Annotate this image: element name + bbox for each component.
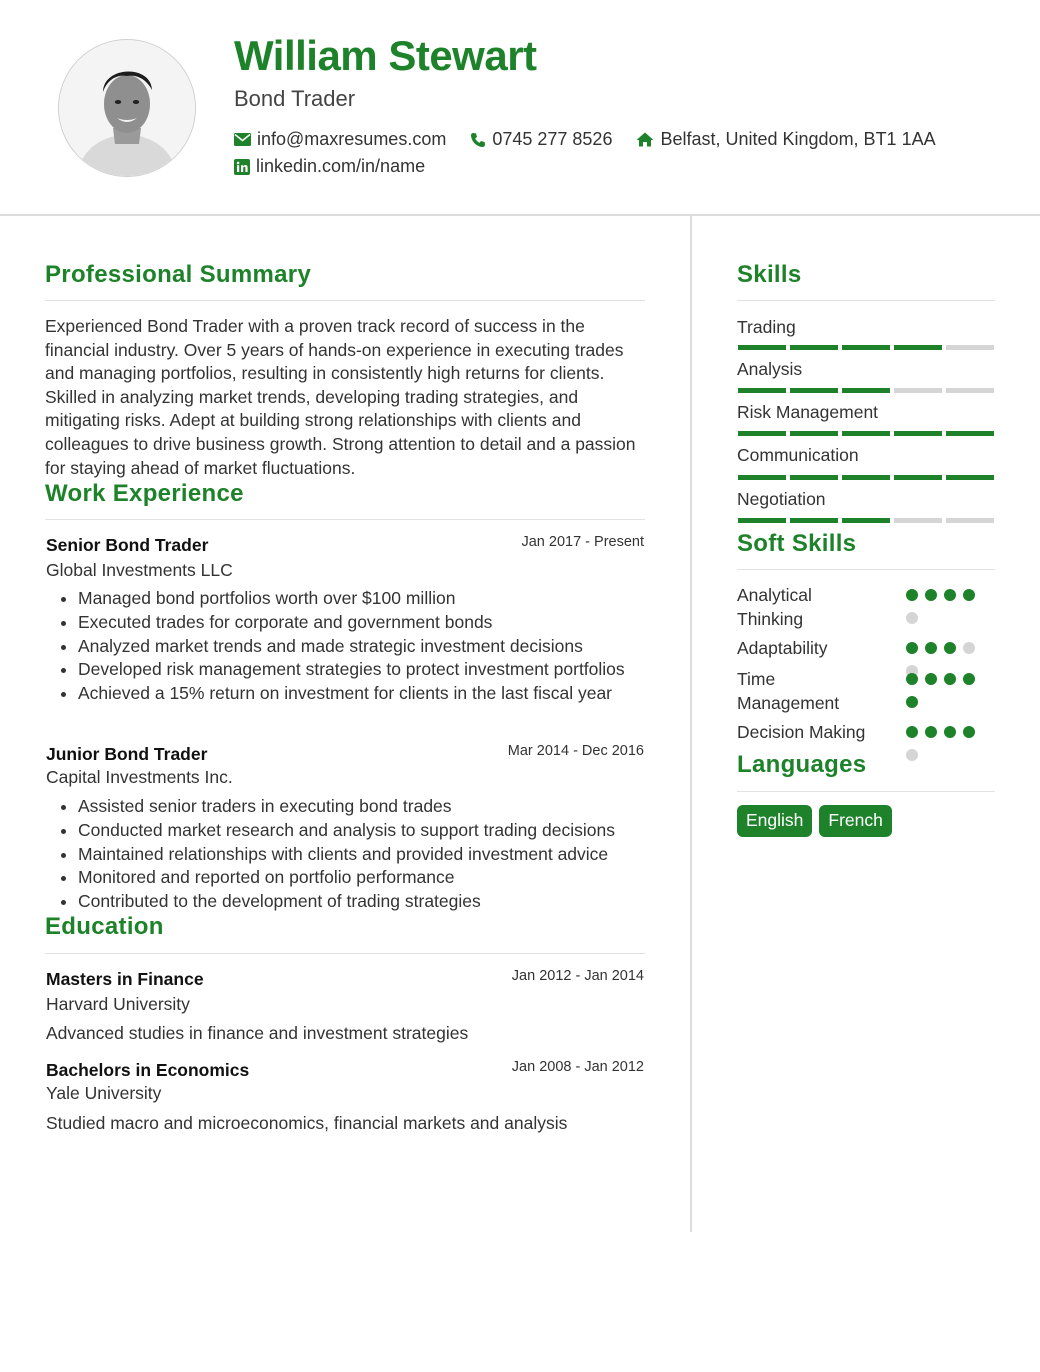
contact-address	[636, 129, 935, 150]
job-bullet: • Executed trades for corporate and government bonds	[78, 611, 668, 635]
education-rule	[45, 953, 645, 954]
job-bullet: • Conducted market research and analysis to support trading decisions	[78, 819, 668, 843]
skill-segment-filled	[842, 518, 890, 523]
language-tag: English	[737, 805, 812, 837]
rating-dot-filled	[906, 673, 918, 685]
soft-skill-dots	[904, 673, 984, 719]
job-bullet: • Assisted senior traders in executing bond trades	[78, 795, 668, 819]
rating-dot-filled	[925, 589, 937, 601]
avatar-illustration	[59, 40, 195, 176]
rating-dot-filled	[963, 726, 975, 738]
rating-dot-filled	[944, 642, 956, 654]
degree-dates: Jan 2008 - Jan 2012	[511, 1059, 644, 1075]
soft-skills-rule	[737, 569, 995, 570]
skill-segment-filled	[842, 475, 890, 480]
skill-segment-filled	[790, 345, 838, 350]
rating-dot-filled	[944, 726, 956, 738]
job-dates: Mar 2014 - Dec 2016	[507, 743, 644, 759]
rating-dot-empty	[906, 612, 918, 624]
skill-segment-filled	[738, 388, 786, 393]
rating-dot-filled	[925, 673, 937, 685]
candidate-name: William Stewart	[234, 32, 537, 79]
skills-heading: Skills	[737, 261, 802, 288]
language-tags	[737, 805, 899, 837]
job-bullet: • Developed risk management strategies to protect investment portfolios	[78, 658, 668, 682]
contact-phone[interactable]	[470, 129, 612, 150]
job-bullet: • Managed bond portfolios worth over $100 million	[78, 587, 668, 611]
profile-photo	[58, 39, 196, 177]
skill-segment-filled	[842, 388, 890, 393]
skill-segment-filled	[738, 345, 786, 350]
skill-level-bar	[738, 388, 998, 393]
summary-rule	[45, 300, 645, 301]
skill-segment-filled	[894, 431, 942, 436]
rating-dot-filled	[963, 589, 975, 601]
contact-row-secondary	[234, 156, 449, 177]
skill-segment-filled	[738, 518, 786, 523]
school-name: Harvard University	[46, 994, 190, 1014]
job-bullet: • Analyzed market trends and made strategic investment decisions	[78, 635, 668, 659]
rating-dot-filled	[944, 673, 956, 685]
phone-text: 0745 277 8526	[492, 129, 613, 149]
job-bullet: • Monitored and reported on portfolio performance	[78, 866, 668, 890]
experience-rule	[45, 519, 645, 520]
skill-segment-empty	[894, 388, 942, 393]
skill-name: Negotiation	[737, 489, 826, 509]
school-name: Yale University	[46, 1083, 162, 1103]
skill-level-bar	[738, 518, 998, 523]
skill-segment-filled	[738, 475, 786, 480]
skill-name: Analysis	[737, 359, 803, 379]
rating-dot-filled	[906, 696, 918, 708]
skill-segment-empty	[946, 388, 994, 393]
skill-name: Trading	[737, 317, 796, 337]
email-text: info@maxresumes.com	[257, 129, 447, 149]
education-heading: Education	[45, 913, 164, 940]
linkedin-text: linkedin.com/in/name	[256, 156, 426, 176]
job-bullets	[56, 795, 668, 914]
skill-segment-filled	[946, 431, 994, 436]
language-tag: French	[819, 805, 891, 837]
soft-skill-dots	[904, 589, 984, 635]
rating-dot-filled	[906, 726, 918, 738]
degree-title: Masters in Finance	[46, 969, 204, 989]
address-text: Belfast, United Kingdom, BT1 1AA	[660, 129, 936, 149]
column-divider	[690, 216, 692, 1232]
degree-description: Studied macro and microeconomics, financial markets and analysis	[46, 1113, 568, 1133]
summary-text: Experienced Bond Trader with a proven track record of success in the financial industry. Over 5 years of hands-on experience in executing trades and managing portfolios, resulting in consistently high returns for clients. Skilled in analyzing market trends, developing trading strategies, and mitigating risks. Adept at building strong relationships with clients and colleagues to drive business growth. Strong attention to detail and a passion for staying ahead of market fluctuations.	[45, 316, 636, 478]
rating-dot-filled	[906, 589, 918, 601]
skill-segment-filled	[790, 388, 838, 393]
skill-level-bar	[738, 475, 998, 480]
soft-skill-name: Decision Making	[737, 722, 866, 742]
soft-skill-dots	[904, 726, 984, 772]
skill-segment-empty	[946, 345, 994, 350]
experience-heading: Work Experience	[45, 480, 244, 507]
rating-dot-filled	[925, 726, 937, 738]
candidate-title: Bond Trader	[234, 86, 356, 111]
contact-row-primary	[234, 129, 960, 150]
skill-segment-filled	[790, 518, 838, 523]
soft-skill-name: Adaptability	[737, 638, 828, 658]
languages-heading: Languages	[737, 751, 867, 778]
degree-title: Bachelors in Economics	[46, 1060, 250, 1080]
skill-segment-filled	[946, 475, 994, 480]
contact-email[interactable]	[234, 129, 446, 150]
rating-dot-filled	[906, 642, 918, 654]
linkedin-icon	[234, 159, 250, 175]
skill-segment-filled	[790, 475, 838, 480]
skill-name: Communication	[737, 445, 859, 465]
skill-segment-filled	[738, 431, 786, 436]
skill-level-bar	[738, 345, 998, 350]
rating-dot-empty	[963, 642, 975, 654]
skill-name: Risk Management	[737, 402, 879, 422]
job-bullets	[56, 587, 668, 706]
phone-icon	[470, 132, 486, 148]
degree-dates: Jan 2012 - Jan 2014	[511, 968, 644, 984]
soft-skill-name: Analytical Thinking	[737, 585, 812, 629]
rating-dot-filled	[925, 642, 937, 654]
resume-header	[0, 0, 1040, 216]
envelope-icon	[234, 133, 251, 146]
skills-rule	[737, 300, 995, 301]
summary-heading: Professional Summary	[45, 261, 312, 288]
rating-dot-empty	[906, 749, 918, 761]
skill-segment-filled	[842, 431, 890, 436]
rating-dot-filled	[963, 673, 975, 685]
job-company: Global Investments LLC	[46, 560, 233, 580]
job-title: Senior Bond Trader	[46, 535, 209, 555]
soft-skill-name: Time Management	[737, 669, 840, 713]
degree-description: Advanced studies in finance and investment strategies	[46, 1023, 469, 1043]
skill-segment-empty	[894, 518, 942, 523]
contact-linkedin[interactable]	[234, 156, 425, 177]
skill-segment-filled	[894, 345, 942, 350]
job-bullet: • Maintained relationships with clients and provided investment advice	[78, 843, 668, 867]
job-bullet: • Achieved a 15% return on investment for clients in the last fiscal year	[78, 682, 668, 706]
rating-dot-filled	[944, 589, 956, 601]
home-icon	[636, 132, 654, 147]
job-title: Junior Bond Trader	[46, 744, 208, 764]
skill-level-bar	[738, 431, 998, 436]
job-bullet: • Contributed to the development of trading strategies	[78, 890, 668, 914]
skill-segment-filled	[842, 345, 890, 350]
job-company: Capital Investments Inc.	[46, 767, 233, 787]
job-dates: Jan 2017 - Present	[521, 534, 644, 550]
skill-segment-empty	[946, 518, 994, 523]
soft-skills-heading: Soft Skills	[737, 530, 857, 557]
languages-rule	[737, 791, 995, 792]
skill-segment-filled	[790, 431, 838, 436]
skill-segment-filled	[894, 475, 942, 480]
